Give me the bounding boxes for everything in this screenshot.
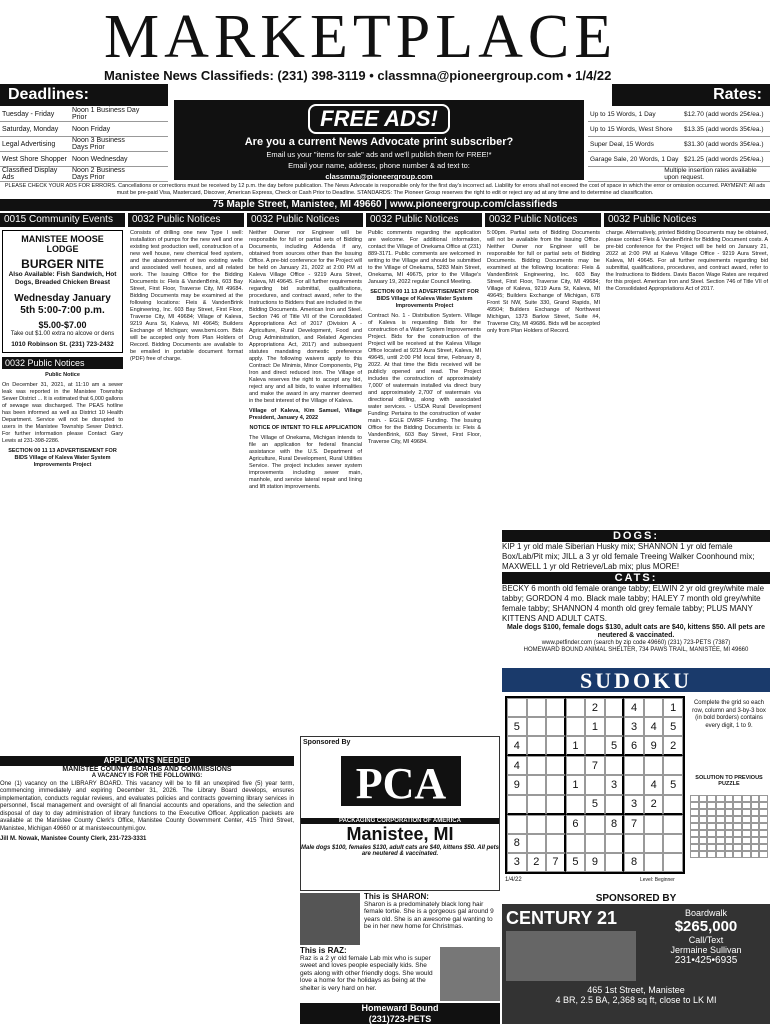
sudoku-cell[interactable] bbox=[527, 717, 547, 736]
rate-row: Garage Sale, 20 Words, 1 Day $21.25 (add words 25¢/ea.) bbox=[588, 152, 770, 167]
sudoku-cell[interactable]: 5 bbox=[605, 736, 625, 756]
address-bar: 75 Maple Street, Manistee, MI 49660 | www.pioneergroup.com/classifieds bbox=[0, 199, 770, 211]
solution-cell bbox=[725, 802, 734, 809]
rate-row: Up to 15 Words, 1 Day $12.70 (add words 25¢/ea.) bbox=[588, 107, 770, 122]
sudoku-cell[interactable]: 7 bbox=[624, 815, 644, 834]
free-ads-line: Email us your "items for sale" ads and we'll publish them for FREE!* bbox=[266, 150, 492, 159]
column-header: 0032 Public Notices bbox=[366, 213, 482, 227]
solution-cell bbox=[759, 830, 768, 837]
solution-cell bbox=[751, 816, 760, 823]
solution-cell bbox=[742, 823, 751, 830]
deadline-row: Saturday, Monday Noon Friday bbox=[0, 122, 168, 137]
solution-cell bbox=[759, 844, 768, 851]
pca-sponsor-ad: Sponsored By PCA PACKAGING CORPORATION OF AMERICA Manistee, MI Male dogs $100, females $130, adult cats are $40, kittens $50. All pets are neutered & vaccinated. bbox=[300, 736, 500, 891]
sudoku-cell[interactable] bbox=[546, 698, 566, 717]
solution-cell bbox=[751, 844, 760, 851]
solution-cell bbox=[733, 823, 742, 830]
solution-cell bbox=[742, 830, 751, 837]
column-header: 0032 Public Notices bbox=[485, 213, 601, 227]
sudoku-cell[interactable] bbox=[605, 834, 625, 853]
deadline-row: Classified Display Ads Noon 2 Business Days Prior bbox=[0, 167, 168, 182]
deadline-row: Tuesday - Friday Noon 1 Business Day Prior bbox=[0, 107, 168, 122]
sudoku-cell[interactable] bbox=[546, 815, 566, 834]
solution-cell bbox=[742, 802, 751, 809]
solution-cell bbox=[707, 830, 716, 837]
listing-photo bbox=[506, 931, 636, 981]
solution-cell bbox=[759, 802, 768, 809]
solution-cell bbox=[759, 816, 768, 823]
sudoku-cell[interactable]: 4 bbox=[644, 717, 664, 736]
sudoku-cell[interactable] bbox=[527, 775, 547, 794]
solution-cell bbox=[707, 844, 716, 851]
solution-cell bbox=[725, 795, 734, 802]
deadline-row: West Shore Shopper Noon Wednesday bbox=[0, 152, 168, 167]
rate-row: Super Deal, 15 Words $31.30 (add words 35¢/ea.) bbox=[588, 137, 770, 152]
sudoku-cell[interactable] bbox=[644, 815, 664, 834]
sudoku-cell[interactable]: 3 bbox=[605, 775, 625, 794]
sudoku-cell[interactable] bbox=[585, 736, 605, 756]
solution-cell bbox=[759, 837, 768, 844]
solution-cell bbox=[742, 837, 751, 844]
sudoku-cell[interactable]: 5 bbox=[663, 775, 683, 794]
sudoku-cell[interactable]: 1 bbox=[566, 775, 586, 794]
solution-cell bbox=[690, 816, 699, 823]
solution-cell bbox=[751, 830, 760, 837]
sudoku-cell[interactable]: 4 bbox=[507, 736, 527, 756]
solution-cell bbox=[716, 851, 725, 858]
sudoku-cell[interactable]: 9 bbox=[507, 775, 527, 794]
public-notice-column: charge. Alternatively, printed Bidding Documents may be obtained, please contact Fleis & VandenBrink for Bidding Document costs. A pre-bid conference for the Project will be held on January 21, 2022 at 2:00 PM at Kaleva Village Office - 9219 Aura Street, Kaleva, MI 49645. For all further requirements regarding bid submittal, qualifications, procedures, and contract award, refer to the Instructions to Bidders. Davis Bacon Wage Rates are required for this project. American Iron and Steel. Section 746 of Title VII of the Consolidated Appropriations Act of 2017. bbox=[606, 230, 768, 292]
sudoku-cell[interactable]: 5 bbox=[585, 795, 605, 815]
sudoku-cell[interactable]: 5 bbox=[507, 717, 527, 736]
sudoku-cell[interactable] bbox=[507, 815, 527, 834]
sudoku-cell[interactable] bbox=[546, 834, 566, 853]
solution-cell bbox=[699, 823, 708, 830]
solution-cell bbox=[707, 823, 716, 830]
sharon-photo bbox=[300, 893, 360, 945]
sudoku-cell[interactable] bbox=[507, 795, 527, 815]
solution-cell bbox=[690, 802, 699, 809]
sudoku-cell[interactable]: 8 bbox=[624, 853, 644, 872]
solution-cell bbox=[725, 809, 734, 816]
pet-fees: Male dogs $100, female dogs $130, adult cats are $40, kittens $50. All pets are neutered & vaccinated. bbox=[506, 624, 766, 639]
column-header: 0032 Public Notices bbox=[247, 213, 363, 227]
solution-cell bbox=[759, 851, 768, 858]
petfinder-link[interactable]: www.petfinder.com (search by zip code 49660) (231) 723-PETS (7387) bbox=[541, 640, 731, 646]
solution-cell bbox=[690, 809, 699, 816]
featured-pets: This is SHARON: Sharon is a predominately black long hair female tortie. She is a gorgeous gal around 9 years old. She is an awesome gal wanting to be in her new home for Christmas. This is RAZ: Raz is a 2 yr old female Lab mix who is super sweet and loves people especially kids. She gets along with other friendly dogs. She would love a home for the holidays as being at the shelter is very hard on her. Homeward Bound (231)723-PETS bbox=[300, 893, 500, 1023]
sudoku-cell[interactable] bbox=[585, 775, 605, 794]
free-ads-title: FREE ADS! bbox=[308, 104, 450, 134]
section-header: 0032 Public Notices bbox=[2, 357, 123, 369]
sudoku-cell[interactable]: 9 bbox=[644, 736, 664, 756]
solution-cell bbox=[716, 809, 725, 816]
previous-solution bbox=[690, 795, 768, 858]
paper-title: MARKETPLACE bbox=[104, 3, 618, 71]
sudoku-cell[interactable] bbox=[527, 834, 547, 853]
dogs-list: KIP 1 yr old male Siberian Husky mix; SHANNON 1 yr old female Box/Lab/Pit mix; JILL a 3 yr old female Treeing Walker Coonhound mix; MAXWELL 1 yr old Retrieve/Lab mix; plus MORE! bbox=[502, 542, 755, 571]
sudoku-cell[interactable] bbox=[566, 795, 586, 815]
sudoku-cell[interactable] bbox=[644, 853, 664, 872]
solution-cell bbox=[751, 809, 760, 816]
sudoku-cell[interactable]: 2 bbox=[663, 736, 683, 756]
sudoku-cell[interactable] bbox=[624, 756, 644, 775]
solution-cell bbox=[707, 795, 716, 802]
rates-table bbox=[588, 107, 770, 182]
solution-cell bbox=[707, 809, 716, 816]
sudoku-cell[interactable]: 3 bbox=[507, 853, 527, 872]
rate-row: Up to 15 Words, West Shore $13.35 (add words 35¢/ea.) bbox=[588, 122, 770, 137]
solution-cell bbox=[690, 795, 699, 802]
solution-cell bbox=[699, 844, 708, 851]
sudoku-cell[interactable] bbox=[527, 736, 547, 756]
solution-cell bbox=[733, 795, 742, 802]
solution-cell bbox=[751, 802, 760, 809]
column-header: 0015 Community Events bbox=[0, 213, 125, 227]
dogs-heading: DOGS: bbox=[502, 530, 770, 542]
contact-line: Manistee News Classifieds: (231) 398-3119 • classmna@pioneergroup.com • 1/4/22 bbox=[104, 68, 612, 83]
sudoku-instructions: Complete the grid so each row, column and 3-by-3 box (in bold borders) contains every digit, 1 to 9. bbox=[692, 700, 766, 729]
sudoku-cell[interactable] bbox=[624, 775, 644, 794]
sudoku-cell[interactable] bbox=[585, 834, 605, 853]
sudoku-cell[interactable]: 4 bbox=[624, 698, 644, 717]
sudoku-cell[interactable] bbox=[644, 756, 664, 775]
solution-cell bbox=[699, 809, 708, 816]
moose-lodge-ad: MANISTEE MOOSE LODGE BURGER NITE Also Available: Fish Sandwich, Hot Dogs, Breaded Chicken Breast Wednesday January 5th 5:00-7:00 p.m. $5.00-$7.00 Take out $1.00 extra no alcove or dens 1010 Robinson St. (231) 723-2432 bbox=[2, 230, 123, 353]
sudoku-cell[interactable]: 4 bbox=[507, 756, 527, 775]
sudoku-cell[interactable]: 6 bbox=[566, 815, 586, 834]
sudoku-cell[interactable]: 6 bbox=[624, 736, 644, 756]
shelter-address: HOMEWARD BOUND ANIMAL SHELTER, 734 PAWS TRAIL, MANISTEE, MI 49660 bbox=[523, 647, 749, 653]
sudoku-cell[interactable] bbox=[663, 834, 683, 853]
applicants-notice: APPLICANTS NEEDED MANISTEE COUNTY BOARDS AND COMMISSIONS A VACANCY IS FOR THE FOLLOWING: One (1) vacancy on the LIBRARY BOARD. This vacancy will be to fill an unexpired five (5) year term, commencing immediately and expiring December 31, 2026. The Library Board develops, ensures implementation, conducts regular reviews, and evaluates policies and contracts governing library services in personnel, fiscal management and oversight of all financial accounts and operations, and the selection and disposal of day to day administration of library functions to the Executive Officer. Application packets are available at the Manistee County Clerk's Office, Manistee County Government Center, 415 Third Street, Manistee, Michigan 49660 or at manisteecountymi.gov. Jill M. Nowak, Manistee County Clerk, 231-723-3331 bbox=[0, 756, 294, 842]
solution-cell bbox=[699, 851, 708, 858]
sudoku-cell[interactable] bbox=[644, 698, 664, 717]
sudoku-cell[interactable] bbox=[663, 853, 683, 872]
solution-cell bbox=[690, 830, 699, 837]
free-ads-question: Are you a current News Advocate print subscriber? bbox=[244, 136, 514, 148]
solution-cell bbox=[699, 830, 708, 837]
sudoku-cell[interactable] bbox=[546, 736, 566, 756]
pet-adoption-box bbox=[502, 530, 770, 654]
solution-cell bbox=[733, 844, 742, 851]
solution-cell bbox=[725, 816, 734, 823]
sudoku-cell[interactable] bbox=[605, 756, 625, 775]
solution-cell bbox=[725, 830, 734, 837]
cats-list: BECKY 6 month old female orange tabby; ELWIN 2 yr old grey/white male tabby; GORDON 4 mo. Black male tabby; HALEY 7 month old grey/white female tabby; SHANNON 4 month old grey female tabby; PLUS MANY KITTENS AND ADULT CATS. bbox=[502, 584, 765, 623]
solution-cell bbox=[733, 851, 742, 858]
sudoku-cell[interactable] bbox=[527, 756, 547, 775]
rate-row: Multiple insertion rates available upon request. bbox=[588, 167, 770, 182]
sudoku-cell[interactable]: 1 bbox=[566, 736, 586, 756]
sudoku-cell[interactable]: 8 bbox=[507, 834, 527, 853]
solution-cell bbox=[733, 830, 742, 837]
solution-cell bbox=[716, 802, 725, 809]
sudoku-cell[interactable]: 8 bbox=[605, 815, 625, 834]
sudoku-cell[interactable]: 4 bbox=[644, 775, 664, 794]
sudoku-cell[interactable]: 3 bbox=[624, 795, 644, 815]
sudoku-cell[interactable] bbox=[585, 815, 605, 834]
solution-cell bbox=[725, 823, 734, 830]
sudoku-cell[interactable]: 9 bbox=[585, 853, 605, 872]
century21-ad: SPONSORED BY CENTURY 21 Boardwalk $265,000 Call/Text Jermaine Sullivan 231•425•6935 465 1st Street, Manistee 4 BR, 2.5 BA, 2,368 sq ft, close to LK MI bbox=[502, 893, 770, 1024]
solution-cell bbox=[725, 837, 734, 844]
solution-cell bbox=[742, 795, 751, 802]
solution-cell bbox=[707, 851, 716, 858]
solution-cell bbox=[725, 844, 734, 851]
sudoku-cell[interactable] bbox=[527, 698, 547, 717]
solution-cell bbox=[707, 816, 716, 823]
public-notice-column: Neither Owner nor Engineer will be responsible for full or partial sets of Bidding Documents, including Addenda if any, obtained from sources other than the Issuing Office. A pre-bid conference for the Project will be held on January 21, 2022 at 2:00 PM at Kaleva Village Office - 9219 Aura Street, Kaleva, MI 49645. For all further requirements regarding bid submittal, qualifications, procedures, and contract award, refer to the Instructions to Bidders that are included in the Bidding Documents. American Iron and Steel. Section 746 of Title VII of the Consolidated Appropriations Act of 2017 (Division A - Agriculture, Rural Development, Food and Drug Administration, and Related Agencies Appropriations Act, 2017) and subsequent statutes mandating domestic preference apply. The following waivers apply to this Contract: De Minimis, Minor Components, Pig Iron and direct reduced iron. The Village of Kaleva reserves the right to accept any bid, reject any and all bids, to waive informalities and make the award in any manner deemed in the best interest of the Village of Kaleva. Village of Kaleva, Kim Samuel, Village President, January 4, 2022 NOTICE OF INTENT TO FILE APPLICATION The Village of Onekama, Michigan intends to file an application for federal financial assistance with the U.S. Department of Agriculture, Rural Development, Rural Utilities Service. The project includes sewer system improvements including sewer main, manhole, and service lateral repair and lining and lift station improvements. bbox=[249, 230, 362, 490]
free-ads-line: Email your name, address, phone number & ad text to: bbox=[288, 161, 470, 170]
solution-cell bbox=[699, 816, 708, 823]
sudoku-cell[interactable]: 5 bbox=[663, 717, 683, 736]
sudoku-cell[interactable]: 5 bbox=[566, 853, 586, 872]
sudoku-cell[interactable] bbox=[527, 795, 547, 815]
sudoku-cell[interactable] bbox=[546, 717, 566, 736]
solution-cell bbox=[751, 851, 760, 858]
sudoku-cell[interactable] bbox=[566, 834, 586, 853]
sudoku-date: 1/4/22 bbox=[505, 877, 522, 883]
solution-cell bbox=[699, 837, 708, 844]
deadline-row: Legal Advertising Noon 3 Business Days Prior bbox=[0, 137, 168, 152]
sudoku-cell[interactable] bbox=[546, 795, 566, 815]
solution-cell bbox=[690, 837, 699, 844]
rates-heading: Rates: bbox=[612, 84, 770, 106]
solution-cell bbox=[759, 809, 768, 816]
solution-cell bbox=[690, 851, 699, 858]
deadlines-table bbox=[0, 107, 168, 182]
solution-label: SOLUTION TO PREVIOUS PUZZLE bbox=[695, 775, 763, 787]
solution-cell bbox=[716, 837, 725, 844]
solution-cell bbox=[716, 830, 725, 837]
sudoku-cell[interactable] bbox=[605, 717, 625, 736]
sudoku-cell[interactable] bbox=[663, 756, 683, 775]
public-notice-column: Consists of drilling one new Type I well: installation of pumps for the new well and one existing test production well, construction of a new well house, new chemical feed system, and the abandonment of two existing wells and associated well houses, and all related work. The Issuing Office for the Bidding Documents is: Fleis & VandenBrink, 603 Bay Street, First Floor, Traverse City, MI 49684. Bidding Documents may be examined at the following locations: Fleis & VandenBrink Engineering, Inc. 603 Bay Street, First Floor, Traverse City, MI 49684; Village of Kaleva, 9219 Aura St, Kaleva, MI 49645; Builders Exchange of Michigan; www.bxmi.com. Bids will be accepted only from Plan Holders of Record. Bidding Documents are available to be emailed in portable document format (PDF) free of charge. bbox=[130, 230, 243, 362]
solution-cell bbox=[699, 802, 708, 809]
sudoku-cell[interactable]: 3 bbox=[624, 717, 644, 736]
solution-cell bbox=[690, 823, 699, 830]
sudoku-cell[interactable]: 1 bbox=[663, 698, 683, 717]
column-header: 0032 Public Notices bbox=[128, 213, 244, 227]
sudoku-cell[interactable] bbox=[507, 698, 527, 717]
sudoku-cell[interactable]: 2 bbox=[527, 853, 547, 872]
sudoku-cell[interactable] bbox=[605, 795, 625, 815]
sudoku-cell[interactable] bbox=[663, 815, 683, 834]
public-notice-column: 5:00pm. Partial sets of Bidding Documents will not be available from the Issuing Office. Neither Owner nor Engineer will be responsible for full or partial sets of Bidding Documents. Bidding Documents may be examined at the following locations: Fleis & VandenBrink Engineering, Inc. 603 Bay Street, First Floor, Traverse City, MI 49684; Village of Kaleva, 9219 Aura St, Kaleva, MI 49645; Builders Exchange of Michigan, 678 Front St NW, Suite 330, Grand Rapids, MI 49504; Builders Exchange of Northwest Michigan, 1373 Barlow Street, Suite #4, Traverse City, MI 49686. Bids will be accepted only from Plan Holders of Record. bbox=[487, 230, 600, 334]
sudoku-cell[interactable] bbox=[566, 756, 586, 775]
sudoku-cell[interactable] bbox=[546, 775, 566, 794]
sudoku-title: SUDOKU bbox=[502, 668, 770, 692]
solution-cell bbox=[733, 816, 742, 823]
solution-cell bbox=[742, 816, 751, 823]
cats-heading: CATS: bbox=[502, 572, 770, 584]
solution-cell bbox=[742, 851, 751, 858]
solution-cell bbox=[733, 837, 742, 844]
sudoku-cell[interactable]: 1 bbox=[585, 717, 605, 736]
solution-cell bbox=[751, 837, 760, 844]
sudoku-cell[interactable] bbox=[527, 815, 547, 834]
solution-cell bbox=[699, 795, 708, 802]
sudoku-grid[interactable] bbox=[505, 696, 685, 874]
sudoku-cell[interactable] bbox=[566, 698, 586, 717]
free-ads-banner bbox=[174, 100, 584, 180]
sudoku-cell[interactable] bbox=[605, 853, 625, 872]
solution-cell bbox=[716, 795, 725, 802]
sudoku-cell[interactable]: 7 bbox=[585, 756, 605, 775]
solution-cell bbox=[725, 851, 734, 858]
solution-cell bbox=[707, 802, 716, 809]
solution-cell bbox=[759, 823, 768, 830]
svg-text:PCA: PCA bbox=[355, 759, 447, 808]
column-header: 0032 Public Notices bbox=[604, 213, 770, 227]
solution-cell bbox=[751, 823, 760, 830]
sudoku-level: Level: Beginner bbox=[640, 877, 675, 883]
community-events-column: MANISTEE MOOSE LODGE BURGER NITE Also Available: Fish Sandwich, Hot Dogs, Breaded Chicken Breast Wednesday January 5th 5:00-7:00 p.m. $5.00-$7.00 Take out $1.00 extra no alcove or dens 1010 Robinson St. (231) 723-2432 0032 Public Notices Public Notice On December 31, 2021, at 11:10 am a sewer leak was reported in the Manistee Township Sewer District ... It is estimated that 6,000 gallons of sewage was discharged. The PEAS hotline has been informed as well as District 10 Health Department. Service will not be disrupted to users in the Manistee Township Sewer District. For further information please Contact Gary Lewis at 231-398-2286. SECTION 00 11 13 ADVERTISEMENT FOR BIDS Village of Kaleva Water System Improvements Project bbox=[2, 230, 123, 750]
free-ads-email[interactable]: classmna@pioneergroup.com bbox=[325, 172, 433, 181]
solution-cell bbox=[751, 795, 760, 802]
sudoku-cell[interactable] bbox=[663, 795, 683, 815]
sudoku-cell[interactable] bbox=[624, 834, 644, 853]
sudoku-cell[interactable]: 2 bbox=[585, 698, 605, 717]
solution-cell bbox=[759, 795, 768, 802]
sudoku-cell[interactable]: 2 bbox=[644, 795, 664, 815]
raz-photo bbox=[440, 947, 500, 1001]
solution-cell bbox=[716, 844, 725, 851]
public-notice-column: Public comments regarding the application are welcome. For additional information, contact the Village of Onekama Office at (231) 889-3171. Public comments are welcomed in writing to the Village and should be submitted to the Village of Onekama, 5283 Main Street, Onekama, MI 49675, prior to the Village's January 19, 2022 regular Council Meeting. SECTION 00 11 13 ADVERTISEMENT FOR BIDS Village of Kaleva Water System Improvements Project Contract No. 1 - Distribution System. Village of Kaleva is requesting Bids for the construction of a Water System Improvements Project. Bids for the construction of the Project will be received at the Kaleva Village Office located at 9219 Aura Street, Kaleva, MI 49645, until 2:00 PM local time, February 8, 2022. At that time the Bids received will be publicly opened and read. The Project includes the construction of approximately 7,000' of watermain installed via direct bury and approximately 2,700' of watermain via directional drilling, along with associated water services. - USDA Rural Development Funding: Pertains to the construction of water main. - EGLE DWRF Funding. The Issuing Office for the Bidding Documents is: Fleis & VandenBrink, 603 Bay Street, First Floor, Traverse City, MI 49684. bbox=[368, 230, 481, 445]
sudoku-cell[interactable] bbox=[605, 698, 625, 717]
ad-policy-notice: PLEASE CHECK YOUR ADS FOR ERRORS. Cancellations or corrections must be received by 12 p.m. the day before publication. The News Advocate is responsible only for the first day's incorrect ad. Liability for errors shall not exceed the cost of space in which the error or omission occurred. PAYMENT: All ads must be pre-paid Visa, Mastercard, Discover, American Express, Check or Cash Prior to Deadline. STANDARDS: The Pioneer Group reserves the right to edit or reject any ad at any time and to determine ad classification. bbox=[4, 183, 766, 196]
sudoku-cell[interactable] bbox=[546, 756, 566, 775]
sudoku-cell[interactable] bbox=[644, 834, 664, 853]
solution-cell bbox=[716, 816, 725, 823]
solution-cell bbox=[707, 837, 716, 844]
sudoku-cell[interactable] bbox=[566, 717, 586, 736]
solution-cell bbox=[733, 802, 742, 809]
solution-cell bbox=[690, 844, 699, 851]
sudoku-cell[interactable]: 7 bbox=[546, 853, 566, 872]
pca-logo bbox=[301, 748, 499, 818]
solution-cell bbox=[733, 809, 742, 816]
solution-cell bbox=[716, 823, 725, 830]
solution-cell bbox=[742, 844, 751, 851]
solution-cell bbox=[742, 809, 751, 816]
deadlines-heading: Deadlines: bbox=[0, 84, 168, 106]
